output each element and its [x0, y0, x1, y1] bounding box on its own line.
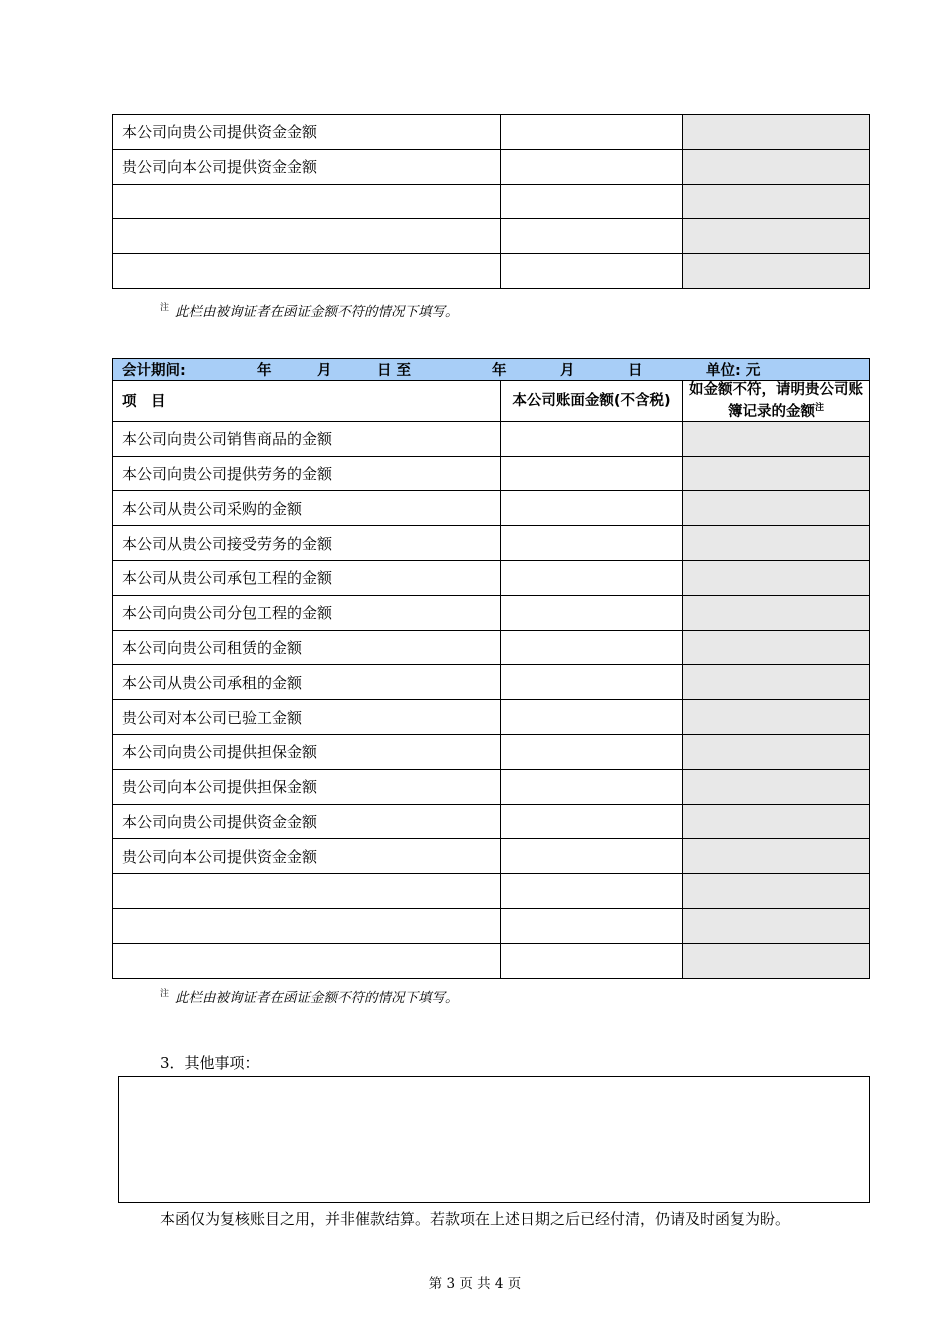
table-row [113, 839, 870, 874]
mismatch-amount-cell[interactable] [683, 804, 870, 839]
mismatch-amount-cell[interactable] [683, 149, 870, 184]
row-item-label: 本公司向贵公司提供资金金额 [113, 115, 501, 150]
mismatch-amount-cell[interactable] [683, 630, 870, 665]
table-row [113, 456, 870, 491]
mismatch-amount-cell[interactable] [683, 908, 870, 943]
mismatch-amount-cell[interactable] [683, 561, 870, 596]
period-label: 会计期间: [122, 363, 186, 379]
book-amount-cell[interactable] [501, 184, 683, 219]
period-header-row [113, 359, 870, 381]
book-amount-cell[interactable] [501, 421, 683, 456]
row-item-label [113, 219, 501, 254]
table-row [113, 184, 870, 219]
footnote-mark: 注 [160, 989, 170, 999]
table-row [113, 561, 870, 596]
mismatch-amount-cell[interactable] [683, 219, 870, 254]
table-row [113, 149, 870, 184]
row-item-label: 本公司向贵公司提供担保金额 [113, 735, 501, 770]
col-mismatch-text: 如金额不符，请明贵公司账簿记录的金额 [689, 382, 864, 420]
period-day-2: 日 [628, 363, 643, 379]
book-amount-cell[interactable] [501, 943, 683, 978]
row-item-label: 本公司向贵公司分包工程的金额 [113, 595, 501, 630]
table-row [113, 526, 870, 561]
row-item-label [113, 908, 501, 943]
row-item-label: 本公司从贵公司承租的金额 [113, 665, 501, 700]
row-item-label: 贵公司向本公司提供资金金额 [113, 149, 501, 184]
book-amount-cell[interactable] [501, 491, 683, 526]
book-amount-cell[interactable] [501, 526, 683, 561]
book-amount-cell[interactable] [501, 735, 683, 770]
table-row [113, 595, 870, 630]
book-amount-cell[interactable] [501, 456, 683, 491]
table-row [113, 700, 870, 735]
mismatch-amount-cell[interactable] [683, 421, 870, 456]
mismatch-amount-cell[interactable] [683, 943, 870, 978]
table-row [113, 735, 870, 770]
table-row [113, 115, 870, 150]
row-item-label: 本公司向贵公司提供劳务的金额 [113, 456, 501, 491]
book-amount-cell[interactable] [501, 115, 683, 150]
row-item-label: 贵公司向本公司提供担保金额 [113, 769, 501, 804]
footnote-mark: 注 [160, 303, 170, 313]
row-item-label: 贵公司向本公司提供资金金额 [113, 839, 501, 874]
table-row [113, 630, 870, 665]
table-row [113, 943, 870, 978]
mismatch-amount-cell[interactable] [683, 665, 870, 700]
table-row [113, 254, 870, 289]
row-item-label: 本公司从贵公司采购的金额 [113, 491, 501, 526]
mismatch-amount-cell[interactable] [683, 184, 870, 219]
book-amount-cell[interactable] [501, 219, 683, 254]
mismatch-amount-cell[interactable] [683, 456, 870, 491]
mismatch-amount-cell[interactable] [683, 769, 870, 804]
mismatch-amount-cell[interactable] [683, 526, 870, 561]
table-row [113, 491, 870, 526]
footnote-text: 此栏由被询证者在函证金额不符的情况下填写。 [175, 304, 459, 320]
mismatch-amount-cell[interactable] [683, 735, 870, 770]
mismatch-amount-cell[interactable] [683, 595, 870, 630]
mismatch-amount-cell[interactable] [683, 115, 870, 150]
column-header-row [113, 381, 870, 422]
mismatch-amount-cell[interactable] [683, 254, 870, 289]
footnote-text: 此栏由被询证者在函证金额不符的情况下填写。 [175, 990, 459, 1006]
book-amount-cell[interactable] [501, 630, 683, 665]
table-row [113, 804, 870, 839]
table-row [113, 421, 870, 456]
table-row [113, 769, 870, 804]
row-item-label: 本公司向贵公司销售商品的金额 [113, 421, 501, 456]
col-item-header: 项 目 [113, 381, 501, 422]
table-row [113, 219, 870, 254]
other-matters-title: 3．其他事项： [160, 1054, 260, 1072]
book-amount-cell[interactable] [501, 908, 683, 943]
mismatch-amount-cell[interactable] [683, 700, 870, 735]
col-book-amount-header: 本公司账面金额(不含税) [501, 381, 683, 422]
col-mismatch-header [683, 381, 870, 422]
book-amount-cell[interactable] [501, 595, 683, 630]
confirmation-table-period [112, 358, 870, 979]
period-year-1: 年 [257, 363, 272, 379]
book-amount-cell[interactable] [501, 874, 683, 909]
unit-label: 单位: 元 [706, 363, 761, 379]
book-amount-cell[interactable] [501, 804, 683, 839]
col-mismatch-mark: 注 [815, 403, 825, 413]
footnote-1 [160, 300, 459, 320]
book-amount-cell[interactable] [501, 665, 683, 700]
row-item-label: 本公司从贵公司承包工程的金额 [113, 561, 501, 596]
footnote-2 [160, 986, 459, 1006]
mismatch-amount-cell[interactable] [683, 839, 870, 874]
row-item-label: 本公司向贵公司租赁的金额 [113, 630, 501, 665]
row-item-label: 贵公司对本公司已验工金额 [113, 700, 501, 735]
book-amount-cell[interactable] [501, 561, 683, 596]
book-amount-cell[interactable] [501, 700, 683, 735]
book-amount-cell[interactable] [501, 254, 683, 289]
table-row [113, 874, 870, 909]
mismatch-amount-cell[interactable] [683, 874, 870, 909]
row-item-label [113, 254, 501, 289]
book-amount-cell[interactable] [501, 839, 683, 874]
row-item-label: 本公司向贵公司提供资金金额 [113, 804, 501, 839]
row-item-label [113, 184, 501, 219]
mismatch-amount-cell[interactable] [683, 491, 870, 526]
period-month-1: 月 [317, 363, 332, 379]
book-amount-cell[interactable] [501, 769, 683, 804]
period-day-to: 日 至 [377, 363, 412, 379]
row-item-label [113, 943, 501, 978]
other-matters-box[interactable] [118, 1076, 870, 1203]
closing-statement: 本函仅为复核账目之用，并非催款结算。若款项在上述日期之后已经付清，仍请及时函复为盼。 [160, 1210, 791, 1228]
confirmation-table-top [112, 114, 870, 289]
period-year-2: 年 [492, 363, 507, 379]
table-row [113, 665, 870, 700]
period-month-2: 月 [560, 363, 575, 379]
page-footer: 第 3 页 共 4 页 [428, 1276, 522, 1292]
book-amount-cell[interactable] [501, 149, 683, 184]
row-item-label [113, 874, 501, 909]
table-row [113, 908, 870, 943]
row-item-label: 本公司从贵公司接受劳务的金额 [113, 526, 501, 561]
